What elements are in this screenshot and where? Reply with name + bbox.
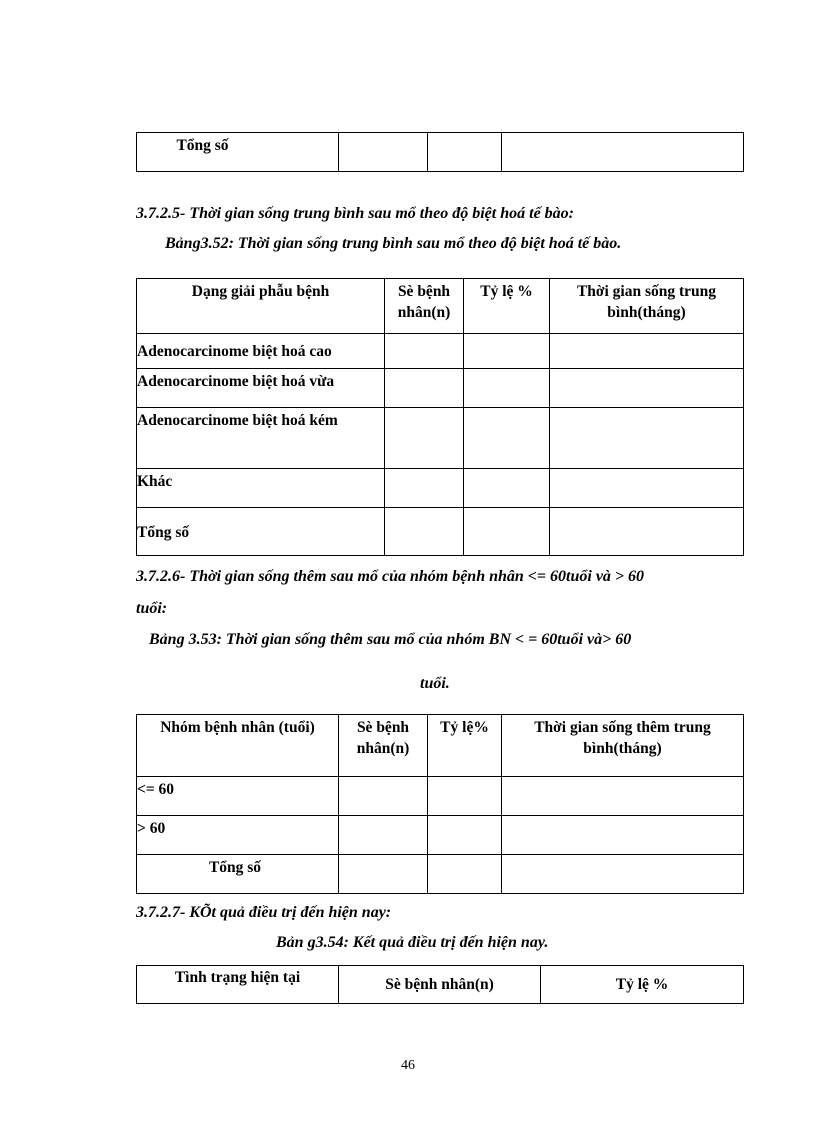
table-row [137, 334, 744, 369]
row-label: Adenocarcinome biệt hoá cao [137, 334, 385, 369]
table-caption-353-line1: Bảng 3.53: Thời gian sống thêm sau mổ của nhóm BN < = 60tuổi và> 60 [149, 631, 632, 648]
page-number: 46 [401, 1058, 415, 1073]
header-cell: Sè bệnh nhân(n) [339, 966, 541, 1004]
section-heading-3726-line2: tuổi: [136, 600, 168, 617]
header-cell: Tỷ lệ% [428, 715, 502, 777]
table-caption-354: Bản g3.54: Kết quả điều trị đến hiện nay. [276, 934, 549, 951]
table-top-partial [136, 132, 744, 172]
header-cell: Dạng giải phẫu bệnh [137, 279, 385, 334]
header-cell: Sè bệnh nhân(n) [339, 715, 428, 777]
section-heading-3726-line1: 3.7.2.6- Thời gian sống thêm sau mổ của nhóm bệnh nhân <= 60tuổi và > 60 [136, 568, 645, 585]
table-row [137, 408, 744, 469]
header-cell: Thời gian sống trung bình(tháng) [550, 279, 744, 334]
table-row [137, 469, 744, 508]
section-heading-3727: 3.7.2.7- KÕt quả điều trị đến hiện nay: [136, 904, 392, 921]
row-label: Khác [137, 469, 385, 508]
table-353 [136, 714, 744, 894]
header-cell: Tỷ lệ % [464, 279, 550, 334]
row-label: > 60 [137, 816, 339, 855]
row-label: Adenocarcinome biệt hoá kém [137, 408, 385, 469]
table-352 [136, 278, 744, 556]
header-cell: Tình trạng hiện tại [137, 966, 339, 1004]
row-label: <= 60 [137, 777, 339, 816]
table-row [137, 369, 744, 408]
table-caption-352: Bảng3.52: Thời gian sống trung bình sau mổ theo độ biệt hoá tế bào. [165, 235, 622, 252]
table-354 [136, 965, 744, 1004]
header-cell: Thời gian sống thêm trung bình(tháng) [502, 715, 744, 777]
row-label: Tổng số [137, 508, 385, 556]
row-label: Adenocarcinome biệt hoá vừa [137, 369, 385, 408]
table-row [137, 777, 744, 816]
total-label: Tổng số [137, 133, 339, 172]
header-cell: Sè bệnh nhân(n) [385, 279, 464, 334]
header-cell: Tỷ lệ % [541, 966, 744, 1004]
table-row [137, 855, 744, 894]
table-caption-353-line2: tuổi. [420, 675, 450, 692]
row-label: Tổng số [137, 855, 339, 894]
section-heading-3725: 3.7.2.5- Thời gian sống trung bình sau mổ theo độ biệt hoá tế bào: [136, 205, 574, 222]
header-cell: Nhóm bệnh nhân (tuổi) [137, 715, 339, 777]
table-row [137, 816, 744, 855]
table-row [137, 508, 744, 556]
